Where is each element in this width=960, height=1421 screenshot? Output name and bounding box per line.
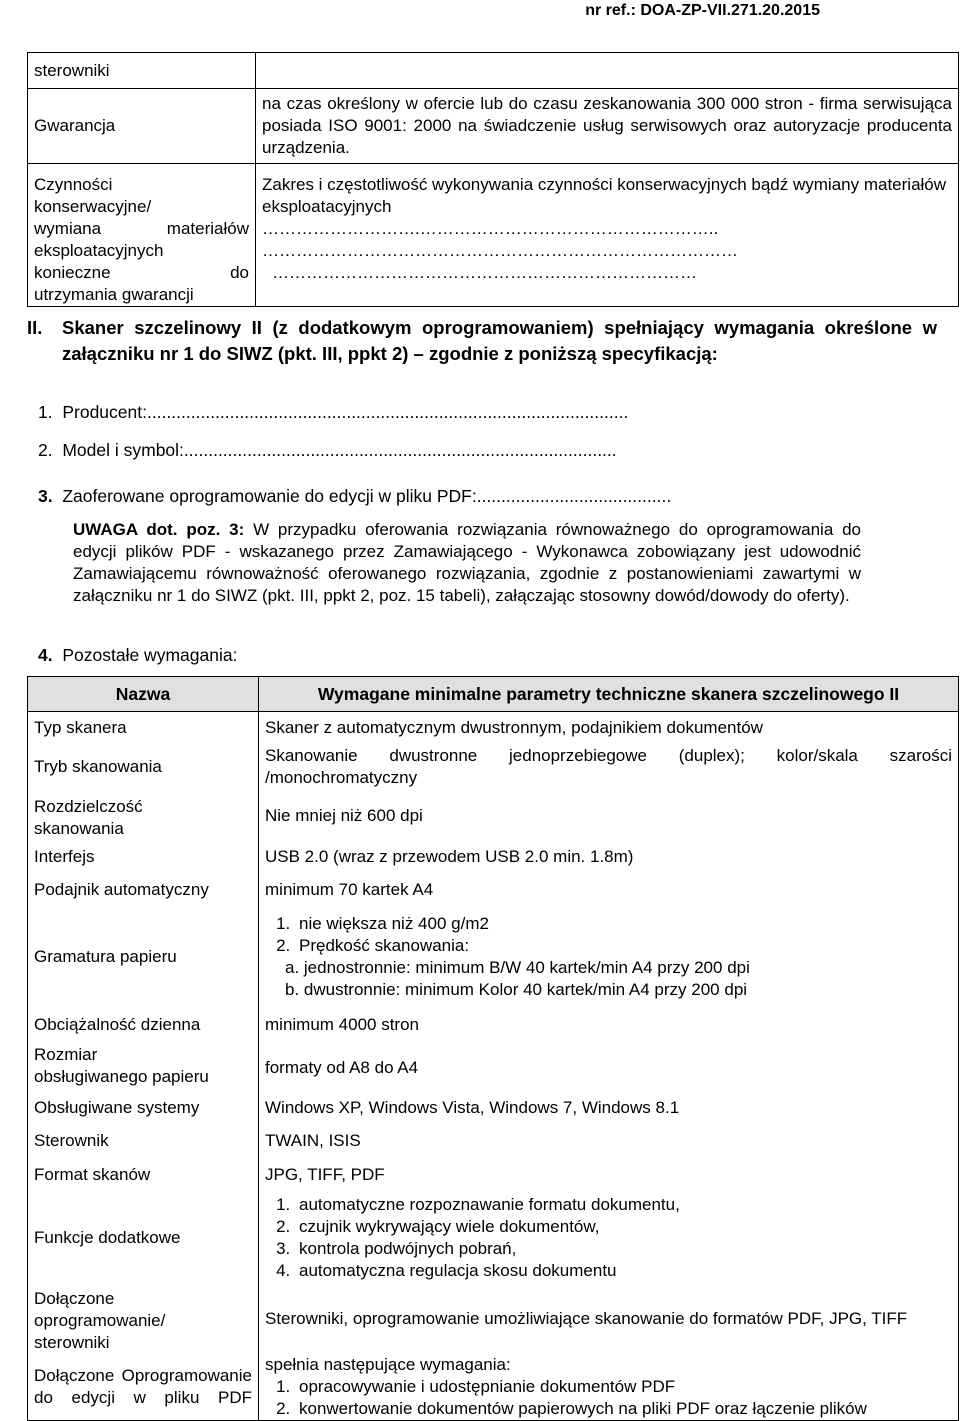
table-row: Rozdzielczość skanowania Nie mniej niż 600 dpi	[28, 790, 959, 842]
spec-table	[27, 676, 959, 1421]
column-header: Nazwa	[28, 677, 259, 712]
maintenance-label: Czynności konserwacyjne/ wymiana materiałów eksploatacyjnych konieczne do utrzymania gwarancji	[28, 164, 256, 307]
document-reference: nr ref.: DOA-ZP-VII.271.20.2015	[585, 2, 820, 19]
warranty-table	[27, 52, 959, 307]
list-item: 4. Pozostałe wymagania:	[38, 645, 238, 665]
table-row: Typ skanera Skaner z automatycznym dwustronnym, podajnikiem dokumentów	[28, 712, 959, 744]
table-row: Obsługiwane systemy Windows XP, Windows Vista, Windows 7, Windows 8.1	[28, 1092, 959, 1124]
table-row: Format skanów JPG, TIFF, PDF	[28, 1158, 959, 1192]
warranty-value: na czas określony w ofercie lub do czasu zeskanowania 300 000 stron - firma serwisująca posiada ISO 9001: 2000 na świadczenie usług serwisowych oraz autoryzacje producenta urządzenia.	[256, 89, 959, 164]
table-row: Obciążalność dzienna minimum 4000 stron	[28, 1006, 959, 1044]
list-item: 2. Model i symbol:.........................................................................................	[38, 440, 617, 460]
list-item: a. jednostronnie: minimum B/W 40 kartek/min A4 przy 200 dpi	[285, 957, 750, 977]
table-row: Funkcje dodatkowe 1. automatyczne rozpoznawanie formatu dokumentu, 2. czujnik wykrywający wiele dokumentów, 3. kontrola podwójnych pobrań, 4. automatyczna regulacja skosu dokumentu	[28, 1192, 959, 1284]
table-row: Tryb skanowania Skanowanie dwustronne jednoprzebiegowe (duplex); kolor/skala szarości /monochromatyczny	[28, 744, 959, 790]
table-label-cell: Gwarancja	[28, 89, 256, 164]
list-item: 2. Prędkość skanowania:	[295, 935, 952, 957]
table-row: Podajnik automatyczny minimum 70 kartek A4	[28, 872, 959, 908]
list-item: b. dwustronnie: minimum Kolor 40 kartek/min A4 przy 200 dpi	[285, 979, 748, 999]
list-item: 1. nie większa niż 400 g/m2	[295, 913, 952, 935]
table-row: Dołączone oprogramowanie/ sterowniki Sterowniki, oprogramowanie umożliwiające skanowanie do formatów PDF, JPG, TIFF	[28, 1284, 959, 1354]
table-row: Dołączone Oprogramowanie do edycji w pliku PDF spełnia następujące wymagania: 1. opracowywanie i udostępnianie dokumentów PDF 2. konwertowanie dokumentów papierowych na pliki PDF oraz łączenie plików	[28, 1354, 959, 1421]
table-row: Interfejs USB 2.0 (wraz z przewodem USB 2.0 min. 1.8m)	[28, 842, 959, 872]
table-value-cell	[256, 53, 959, 89]
list-item: 4. automatyczna regulacja skosu dokumentu	[295, 1260, 952, 1282]
list-item: 2. czujnik wykrywający wiele dokumentów,	[295, 1216, 952, 1238]
list-item: 2. konwertowanie dokumentów papierowych na pliki PDF oraz łączenie plików	[295, 1398, 952, 1420]
note-paragraph: UWAGA dot. poz. 3: W przypadku oferowania rozwiązania równoważnego do oprogramowania do edycji plików PDF - wskazanego przez Zamawiającego - Wykonawca zobowiązany jest udowodnić Zamawiającemu równoważność oferowanego rozwiązania, zgodnie z postanowieniami zawartymi w załączniku nr 1 do SIWZ (pkt. III, ppkt 2, poz. 15 tabeli), załączając stosowny dowód/dowody do oferty).	[73, 520, 861, 605]
table-row: Sterownik TWAIN, ISIS	[28, 1124, 959, 1158]
list-item: 1. Producent:...................................................................................................	[38, 402, 629, 422]
list-item: 1. opracowywanie i udostępnianie dokumentów PDF	[295, 1376, 952, 1398]
table-label-cell: sterowniki	[28, 53, 256, 89]
maintenance-value: Zakres i częstotliwość wykonywania czynności konserwacyjnych bądź wymiany materiałów eksploatacyjnych ……………………….…………………………………………….. ………………………………………………………………………… …………………………………………………………………	[256, 164, 959, 307]
column-header: Wymagane minimalne parametry techniczne skanera szczelinowego II	[259, 677, 959, 712]
list-item: 3. kontrola podwójnych pobrań,	[295, 1238, 952, 1260]
list-item: 3. Zaoferowane oprogramowanie do edycji w pliku PDF:........................................	[38, 486, 672, 506]
section-heading: II. Skaner szczelinowy II (z dodatkowym oprogramowaniem) spełniający wymagania określone w załączniku nr 1 do SIWZ (pkt. III, ppkt 2) – zgodnie z poniższą specyfikacją:	[27, 317, 937, 364]
table-row: Rozmiar obsługiwanego papieru formaty od A8 do A4	[28, 1044, 959, 1092]
table-row: Gramatura papieru 1. nie większa niż 400 g/m2 2. Prędkość skanowania: a. jednostronnie: minimum B/W 40 kartek/min A4 przy 200 dpi b. dwustronnie: minimum Kolor 40 kartek/min A4 przy 200 dpi	[28, 908, 959, 1006]
table-label-cell: Dołączone Oprogramowanie do edycji w pliku PDF	[34, 1365, 252, 1407]
list-item: 1. automatyczne rozpoznawanie formatu dokumentu,	[295, 1194, 952, 1216]
